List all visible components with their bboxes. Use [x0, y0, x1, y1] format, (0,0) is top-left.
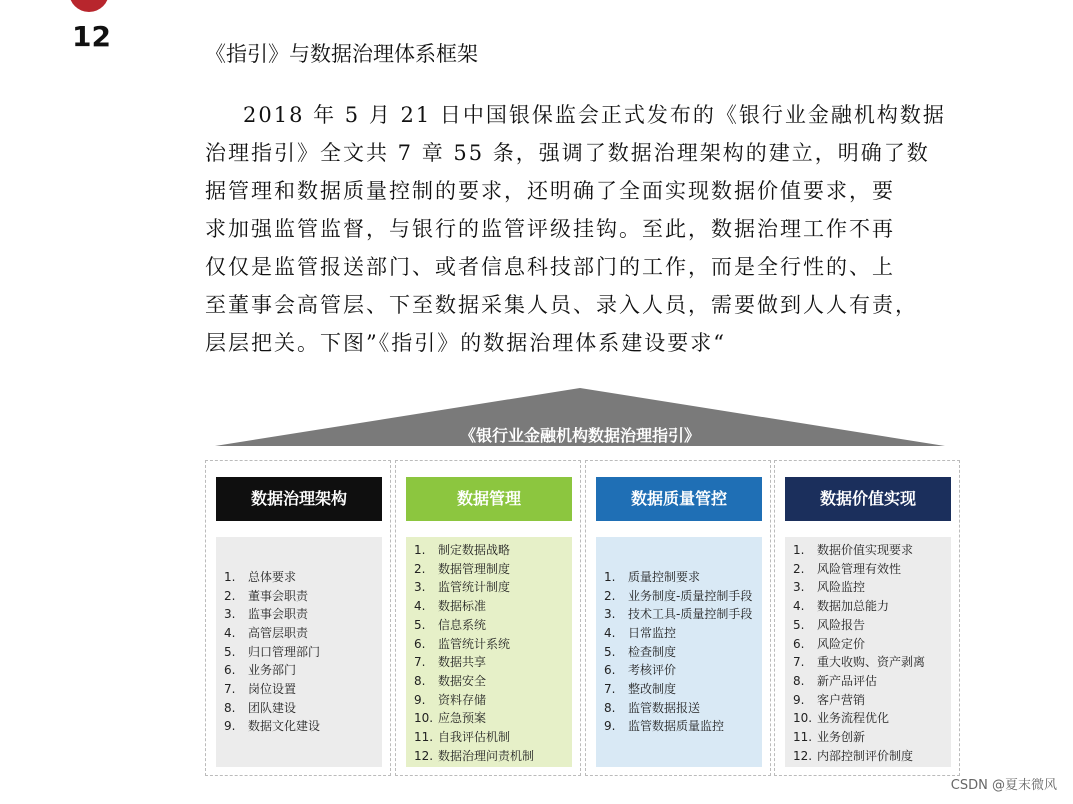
pillar-title: 数据价值实现	[785, 477, 951, 521]
pillar-item: 4. 数据加总能力	[793, 599, 890, 614]
pillar-item: 3. 监事会职责	[224, 607, 309, 622]
pillar-items	[406, 537, 572, 767]
pillar-item: 5. 归口管理部门	[224, 644, 321, 659]
page-badge	[69, 0, 109, 12]
pillar-column	[395, 460, 581, 776]
pillar-item: 2. 数据管理制度	[414, 561, 511, 576]
pillar-item: 1. 数据价值实现要求	[793, 543, 914, 557]
pillar-item: 5. 信息系统	[414, 617, 487, 632]
paragraph-line: 至董事会高管层、下至数据采集人员、录入人员，需要做到人人有责，	[205, 293, 918, 317]
pillar-item: 4. 数据标准	[414, 599, 487, 614]
paragraph-line: 仅仅是监管报送部门、或者信息科技部门的工作，而是全行性的、上	[205, 255, 895, 279]
pillar-item: 8. 数据安全	[414, 673, 487, 688]
pillar-column	[585, 460, 771, 776]
pillar-item: 8. 新产品评估	[793, 673, 878, 688]
diagram-title: 《银行业金融机构数据治理指引》	[459, 426, 700, 445]
pillar-title: 数据管理	[406, 477, 572, 521]
pillar-item: 7. 整改制度	[604, 682, 677, 697]
pillar-item: 3. 监管统计制度	[414, 580, 511, 595]
pillar-item: 11. 自我评估机制	[414, 730, 511, 745]
pillar-items	[785, 537, 951, 767]
pillar-item: 5. 风险报告	[793, 617, 866, 632]
pillar-item: 5. 检查制度	[604, 644, 677, 659]
pillar-item: 10. 应急预案	[414, 711, 487, 726]
pillar-item: 8. 监管数据报送	[604, 700, 701, 715]
pillar-items	[216, 537, 382, 767]
paragraph-line: 层层把关。下图”《指引》的数据治理体系建设要求“	[205, 331, 726, 355]
pillar-item: 11. 业务创新	[793, 730, 866, 745]
pillar-item: 6. 监管统计系统	[414, 636, 511, 651]
pillar-item: 8. 团队建设	[224, 700, 297, 715]
paragraph-line: 求加强监管监督，与银行的监管评级挂钩。至此，数据治理工作不再	[205, 217, 895, 241]
pillar-item: 4. 高管层职责	[224, 625, 309, 640]
pillar-item: 2. 业务制度-质量控制手段	[604, 588, 753, 603]
pillar-items	[596, 537, 762, 767]
pillar-title: 数据质量管控	[596, 477, 762, 521]
pillar-item: 3. 风险监控	[793, 580, 866, 595]
pillar-item: 12. 内部控制评价制度	[793, 748, 914, 763]
pillar-item: 9. 数据文化建设	[224, 719, 321, 734]
pillar-item: 3. 技术工具-质量控制手段	[604, 607, 753, 622]
watermark: CSDN @夏末微风	[950, 778, 1057, 793]
pillar-title: 数据治理架构	[216, 477, 382, 521]
pillar-item: 7. 重大收购、资产剥离	[793, 655, 926, 670]
pillar-item: 7. 岗位设置	[224, 682, 297, 697]
pillar-item: 6. 业务部门	[224, 663, 297, 678]
pillar-item: 9. 监管数据质量监控	[604, 719, 725, 734]
pillar-item: 6. 考核评价	[604, 663, 677, 678]
pillar-item: 1. 总体要求	[224, 569, 297, 584]
pillar-item: 2. 董事会职责	[224, 588, 309, 603]
pillar-item: 1. 制定数据战略	[414, 543, 511, 557]
pillar-column	[774, 460, 960, 776]
pillar-item: 9. 资料存储	[414, 692, 487, 707]
paragraph-line: 2018 年 5 月 21 日中国银保监会正式发布的《银行业金融机构数据	[243, 103, 946, 127]
paragraph-line: 治理指引》全文共 7 章 55 条，强调了数据治理架构的建立，明确了数	[205, 141, 930, 165]
pillar-column	[205, 460, 391, 776]
section-heading: 《指引》与数据治理体系框架	[205, 42, 478, 66]
pillar-item: 1. 质量控制要求	[604, 569, 701, 584]
body-paragraph	[205, 96, 965, 362]
pillar-item: 4. 日常监控	[604, 625, 677, 640]
pillar-item: 6. 风险定价	[793, 636, 866, 651]
pillar-item: 2. 风险管理有效性	[793, 561, 902, 576]
pillar-item: 12. 数据治理问责机制	[414, 748, 535, 763]
pillar-item: 10. 业务流程优化	[793, 711, 890, 726]
pillar-item: 9. 客户营销	[793, 692, 866, 707]
page-number: 12	[72, 20, 111, 53]
pillar-item: 7. 数据共享	[414, 655, 487, 670]
paragraph-line: 据管理和数据质量控制的要求，还明确了全面实现数据价值要求，要	[205, 179, 895, 203]
